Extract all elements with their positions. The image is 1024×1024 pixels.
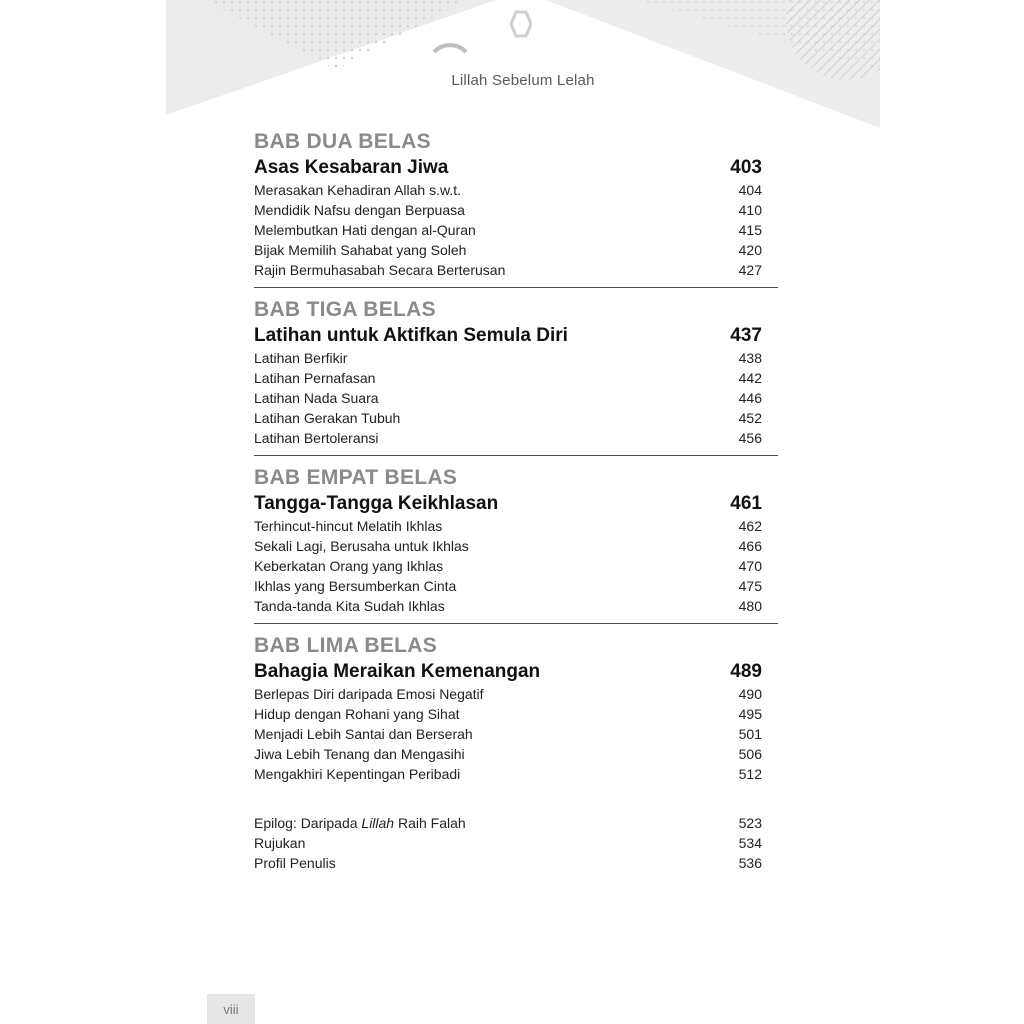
- header-decoration: [166, 0, 880, 130]
- toc-entry-epilog[interactable]: [254, 813, 778, 833]
- entry-title: Mengakhiri Kepentingan Peribadi: [254, 766, 461, 782]
- toc-entry[interactable]: [254, 556, 778, 576]
- entry-title: Ikhlas yang Bersumberkan Cinta: [254, 578, 457, 594]
- chapter-title-row[interactable]: [254, 324, 778, 348]
- entry-page: 536: [738, 855, 762, 871]
- bab-heading: BAB EMPAT BELAS: [254, 466, 458, 489]
- page-number: viii: [207, 994, 255, 1024]
- entry-page: 462: [738, 518, 762, 534]
- toc-entry[interactable]: [254, 200, 778, 220]
- entry-page: 523: [738, 815, 762, 831]
- entry-title: Rujukan: [254, 835, 306, 851]
- entry-page: 452: [738, 410, 762, 426]
- toc-section: [254, 128, 778, 288]
- toc-extras: [254, 813, 778, 873]
- entry-title: [254, 813, 466, 833]
- entry-page: 490: [738, 686, 762, 702]
- entry-title: Profil Penulis: [254, 855, 336, 871]
- book-page: [166, 0, 880, 1024]
- entry-title: Merasakan Kehadiran Allah s.w.t.: [254, 182, 462, 198]
- chapter-page: 403: [730, 157, 762, 178]
- chapter-title-row[interactable]: [254, 492, 778, 516]
- entry-title: Melembutkan Hati dengan al-Quran: [254, 222, 476, 238]
- entry-title: Rajin Bermuhasabah Secara Berterusan: [254, 262, 506, 278]
- chapter-title-row[interactable]: [254, 660, 778, 684]
- chapter-title: Bahagia Meraikan Kemenangan: [254, 661, 541, 682]
- toc-entry[interactable]: [254, 704, 778, 724]
- toc-section: [254, 632, 778, 791]
- entry-title: Tanda-tanda Kita Sudah Ikhlas: [254, 598, 445, 614]
- entry-page: 410: [738, 202, 762, 218]
- bab-heading: BAB LIMA BELAS: [254, 634, 438, 657]
- entry-title: Keberkatan Orang yang Ikhlas: [254, 558, 444, 574]
- entry-title: Sekali Lagi, Berusaha untuk Ikhlas: [254, 538, 469, 554]
- toc-entry-profil[interactable]: [254, 853, 778, 873]
- entry-title: Latihan Berfikir: [254, 350, 348, 366]
- entry-title: Bijak Memilih Sahabat yang Soleh: [254, 242, 467, 258]
- toc-entry[interactable]: [254, 428, 778, 448]
- entry-title: Berlepas Diri daripada Emosi Negatif: [254, 686, 484, 702]
- toc-entry[interactable]: [254, 368, 778, 388]
- chapter-page: 437: [730, 325, 762, 346]
- toc-entry[interactable]: [254, 260, 778, 280]
- entry-title: Latihan Nada Suara: [254, 390, 379, 406]
- chapter-title: Asas Kesabaran Jiwa: [254, 157, 449, 178]
- toc-entry[interactable]: [254, 180, 778, 200]
- entry-title-suffix: Raih Falah: [394, 815, 466, 831]
- bab-heading: BAB DUA BELAS: [254, 130, 431, 153]
- toc-entry[interactable]: [254, 388, 778, 408]
- entry-page: 534: [738, 835, 762, 851]
- entry-title: Latihan Gerakan Tubuh: [254, 410, 401, 426]
- toc-entry[interactable]: [254, 348, 778, 368]
- entry-page: 446: [738, 390, 762, 406]
- chapter-title: Tangga-Tangga Keikhlasan: [254, 493, 499, 514]
- chapter-title: Latihan untuk Aktifkan Semula Diri: [254, 325, 568, 346]
- entry-title-prefix: Epilog: Daripada: [254, 815, 362, 831]
- entry-page: 501: [738, 726, 762, 742]
- toc-entry[interactable]: [254, 724, 778, 744]
- entry-title: Terhincut-hincut Melatih Ikhlas: [254, 518, 443, 534]
- entry-page: 404: [738, 182, 762, 198]
- entry-page: 466: [738, 538, 762, 554]
- entry-title: Latihan Bertoleransi: [254, 430, 379, 446]
- entry-page: 420: [738, 242, 762, 258]
- entry-page: 512: [738, 766, 762, 782]
- chapter-page: 489: [730, 661, 762, 682]
- toc-entry[interactable]: [254, 240, 778, 260]
- entry-page: 475: [738, 578, 762, 594]
- toc-entry[interactable]: [254, 744, 778, 764]
- entry-title: Hidup dengan Rohani yang Sihat: [254, 706, 460, 722]
- entry-title-italic: Lillah: [361, 815, 395, 831]
- entry-page: 415: [738, 222, 762, 238]
- toc-entry[interactable]: [254, 596, 778, 616]
- entry-page: 470: [738, 558, 762, 574]
- toc-entry-rujukan[interactable]: [254, 833, 778, 853]
- entry-page: 427: [738, 262, 762, 278]
- toc-entry[interactable]: [254, 764, 778, 784]
- entry-page: 442: [738, 370, 762, 386]
- entry-title: Jiwa Lebih Tenang dan Mengasihi: [254, 746, 465, 762]
- bab-heading: BAB TIGA BELAS: [254, 298, 436, 321]
- table-of-contents: [254, 128, 778, 873]
- chapter-title-row[interactable]: [254, 156, 778, 180]
- toc-entry[interactable]: [254, 516, 778, 536]
- entry-title: Latihan Pernafasan: [254, 370, 376, 386]
- toc-entry[interactable]: [254, 536, 778, 556]
- toc-entry[interactable]: [254, 576, 778, 596]
- entry-page: 495: [738, 706, 762, 722]
- toc-entry[interactable]: [254, 220, 778, 240]
- entry-page: 438: [738, 350, 762, 366]
- chapter-page: 461: [730, 493, 762, 514]
- entry-title: Menjadi Lebih Santai dan Berserah: [254, 726, 473, 742]
- entry-page: 506: [738, 746, 762, 762]
- entry-title: Mendidik Nafsu dengan Berpuasa: [254, 202, 465, 218]
- toc-section: [254, 464, 778, 624]
- toc-entry[interactable]: [254, 408, 778, 428]
- entry-page: 480: [738, 598, 762, 614]
- toc-entry[interactable]: [254, 684, 778, 704]
- running-head: Lillah Sebelum Lelah: [451, 72, 595, 89]
- entry-page: 456: [738, 430, 762, 446]
- toc-section: [254, 296, 778, 456]
